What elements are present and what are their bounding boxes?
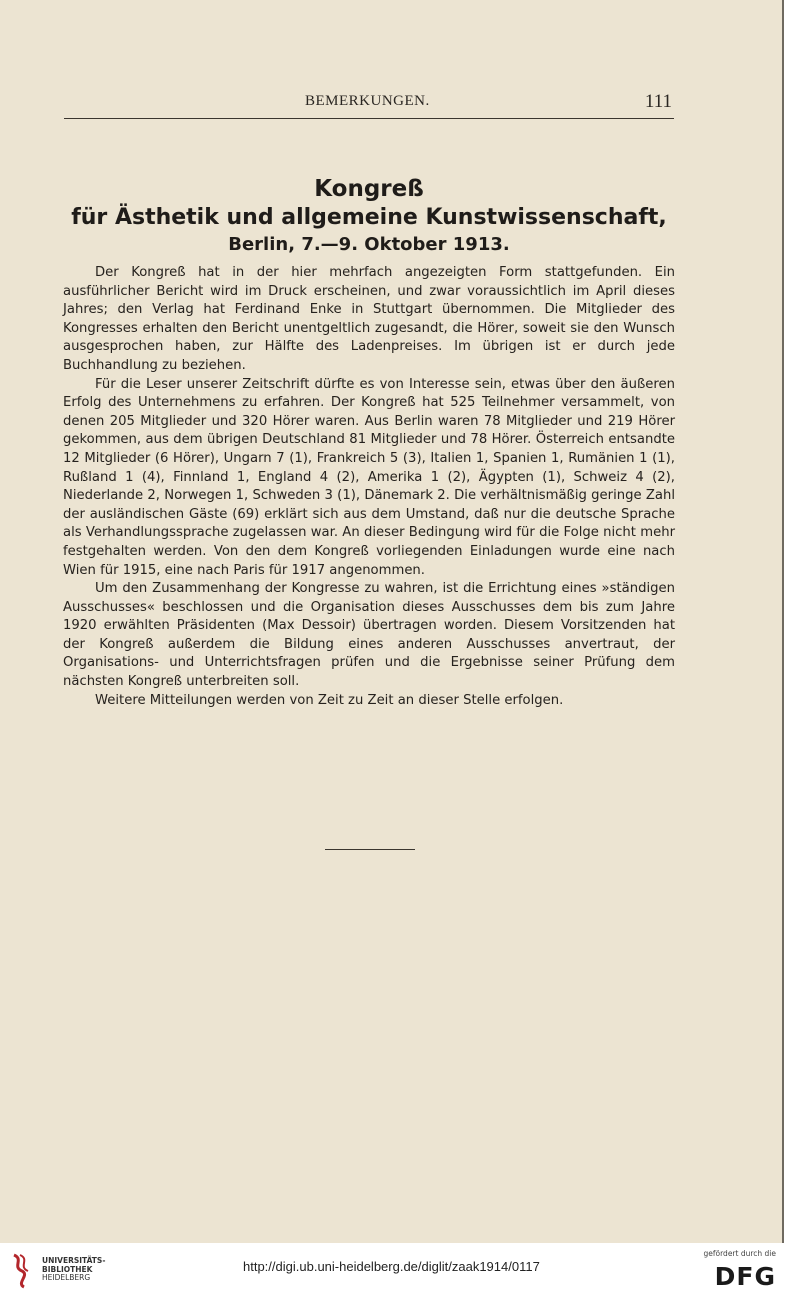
paragraph: Der Kongreß hat in der hier mehrfach angezeigten Form stattgefunden. Ein ausführlicher Bericht wird im Druck erscheinen, und zwar voraussichtlich im April dieses Jahres; den Verlag hat Ferdinand Enke in Stuttgart übernommen. Die Mitglieder des Kongresses erhalten den Bericht unentgeltlich zugesandt, die Hörer, soweit sie den Wunsch ausgesprochen haben, zur Hälfte des Ladenpreises. Im übrigen ist er durch jede Buchhandlung zu beziehen. <box>63 265 675 373</box>
page-number: 111 <box>644 91 672 112</box>
article-date-line: Berlin, 7.—9. Oktober 1913. <box>228 234 510 255</box>
university-library-logo-icon[interactable] <box>8 1253 34 1289</box>
running-head-title: BEMERKUNGEN. <box>305 93 430 109</box>
article-body <box>63 264 675 710</box>
funder-note: gefördert durch die <box>703 1249 776 1258</box>
viewer-footer <box>0 1243 786 1299</box>
paragraph: Für die Leser unserer Zeitschrift dürfte es von Interesse sein, etwas über den äußeren Erfolg des Unternehmens zu erfahren. Der Kongreß hat 525 Teilnehmer versammelt, von denen 205 Mitglieder und 320 Hörer waren. Aus Berlin waren 78 Mitglieder und 219 Hörer gekommen, aus dem übrigen Deutschland 81 Mitglieder und 78 Hörer. Österreich entsandte 12 Mitglieder (6 Hörer), Ungarn 7 (1), Frankreich 5 (3), Italien 1, Spanien 1, Rumänien 1 (1), Rußland 1 (4), Finnland 1, England 4 (2), Amerika 1 (2), Ägypten (1), Schweiz 4 (2), Niederlande 2, Norwegen 1, Schweden 3 (1), Dänemark 2. Die verhältnismäßig geringe Zahl der ausländischen Gäste (69) erklärt sich aus dem Umstand, daß nur die deutsche Sprache als Verhandlungssprache zugelassen war. An dieser Bedingung wird für die Folge nicht mehr festgehalten werden. Von den dem Kongreß vorliegenden Einladungen wurde eine nach Wien für 1915, eine nach Paris für 1917 angenommen. <box>63 376 675 578</box>
article-subtitle: für Ästhetik und allgemeine Kunstwissenschaft, <box>71 205 667 230</box>
running-head <box>62 93 674 117</box>
article-title: Kongreß <box>314 176 424 202</box>
library-name-line: BIBLIOTHEK <box>42 1264 93 1274</box>
paragraph: Um den Zusammenhang der Kongresse zu wahren, ist die Errichtung eines »ständigen Ausschusses« beschlossen und die Organisation dieses Ausschusses dem bis zum Jahre 1920 erwählten Präsidenten (Max Dessoir) übertragen worden. Diesem Vorsitzenden hat der Kongreß außerdem die Bildung eines anderen Ausschusses anvertraut, der Organisations- und Unterrichtsfragen prüfen und die Ergebnisse seiner Prüfung dem nächsten Kongreß unterbreiten soll. <box>63 581 675 690</box>
dfg-logo-icon[interactable]: DFG <box>714 1262 776 1291</box>
permalink-url[interactable]: http://digi.ub.uni-heidelberg.de/diglit/zaak1914/0117 <box>243 1259 540 1274</box>
closing-rule <box>325 849 415 850</box>
paragraph: Weitere Mitteilungen werden von Zeit zu Zeit an dieser Stelle erfolgen. <box>95 692 564 708</box>
library-name <box>42 1257 105 1283</box>
library-name-line: UNIVERSITÄTS- <box>42 1256 106 1265</box>
header-rule <box>64 118 674 119</box>
library-name-line: HEIDELBERG <box>42 1273 91 1282</box>
